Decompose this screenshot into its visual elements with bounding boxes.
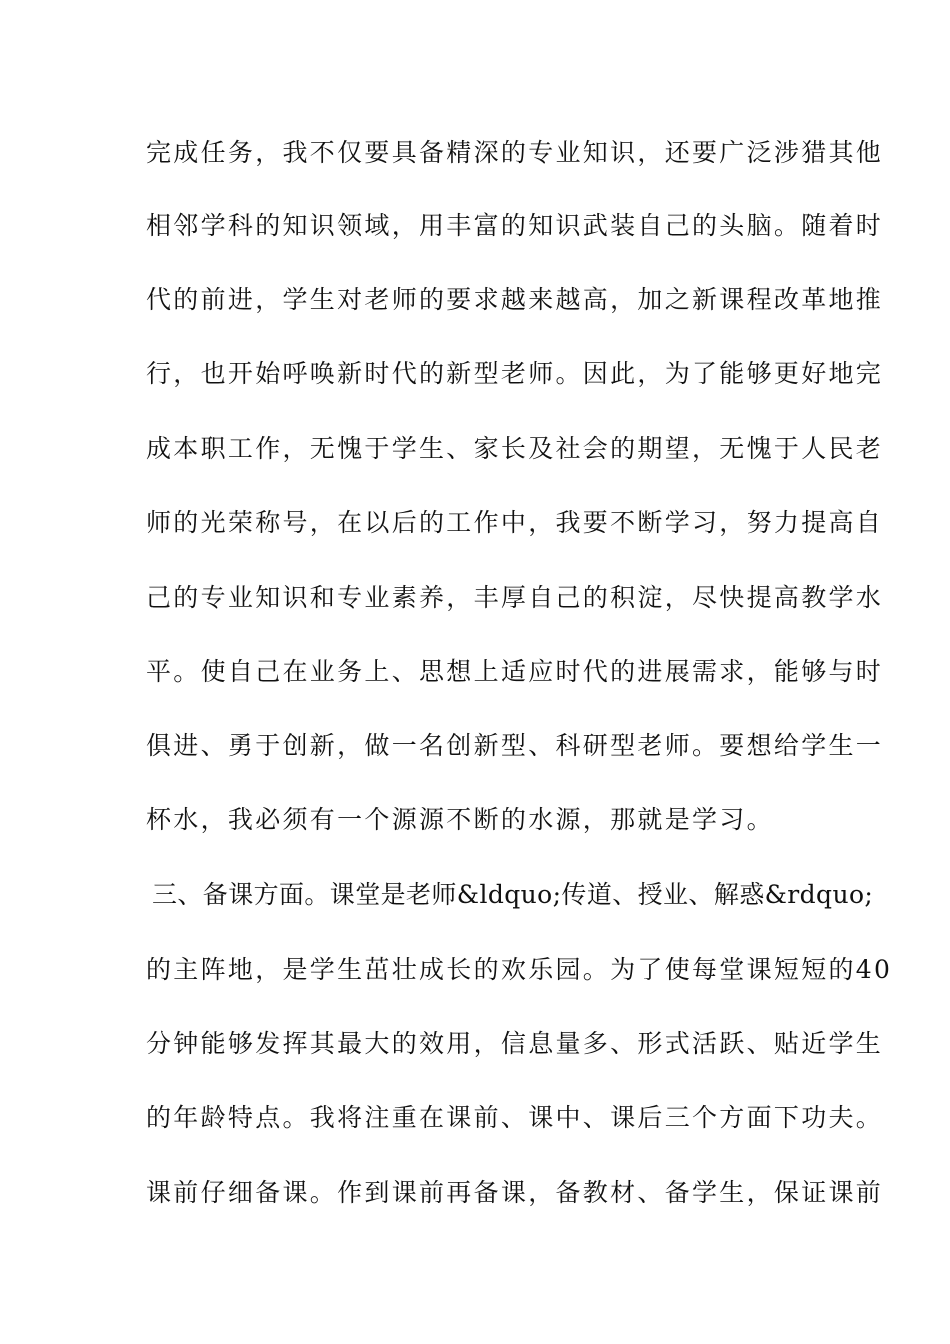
section-heading-line: 三、备课方面。课堂是老师&ldquo;传道、授业、解惑&rdquo;: [152, 880, 874, 909]
paragraph-line: 相邻学科的知识领域，用丰富的知识武装自己的头脑。随着时: [146, 211, 884, 240]
paragraph-line: 行，也开始呼唤新时代的新型老师。因此，为了能够更好地完: [146, 359, 884, 388]
paragraph-line: 俱进、勇于创新，做一名创新型、科研型老师。要想给学生一: [146, 731, 884, 760]
paragraph-line: 杯水，我必须有一个源源不断的水源，那就是学习。: [146, 805, 774, 834]
paragraph-line: 成本职工作，无愧于学生、家长及社会的期望，无愧于人民老: [146, 434, 884, 463]
paragraph-line: 代的前进，学生对老师的要求越来越高，加之新课程改革地推: [146, 285, 884, 314]
paragraph-line: 分钟能够发挥其最大的效用，信息量多、形式活跃、贴近学生: [146, 1029, 884, 1058]
paragraph-line: 的主阵地，是学生茁壮成长的欢乐园。为了使每堂课短短的40: [146, 955, 893, 984]
paragraph-line: 己的专业知识和专业素养，丰厚自己的积淀，尽快提高教学水: [146, 583, 884, 612]
paragraph-line: 课前仔细备课。作到课前再备课，备教材、备学生，保证课前: [146, 1178, 884, 1207]
paragraph-line: 的年龄特点。我将注重在课前、课中、课后三个方面下功夫。: [146, 1103, 884, 1132]
paragraph-line: 师的光荣称号，在以后的工作中，我要不断学习，努力提高自: [146, 508, 884, 537]
paragraph-line: 完成任务，我不仅要具备精深的专业知识，还要广泛涉猎其他: [146, 138, 884, 167]
paragraph-line: 平。使自己在业务上、思想上适应时代的进展需求，能够与时: [146, 657, 884, 686]
